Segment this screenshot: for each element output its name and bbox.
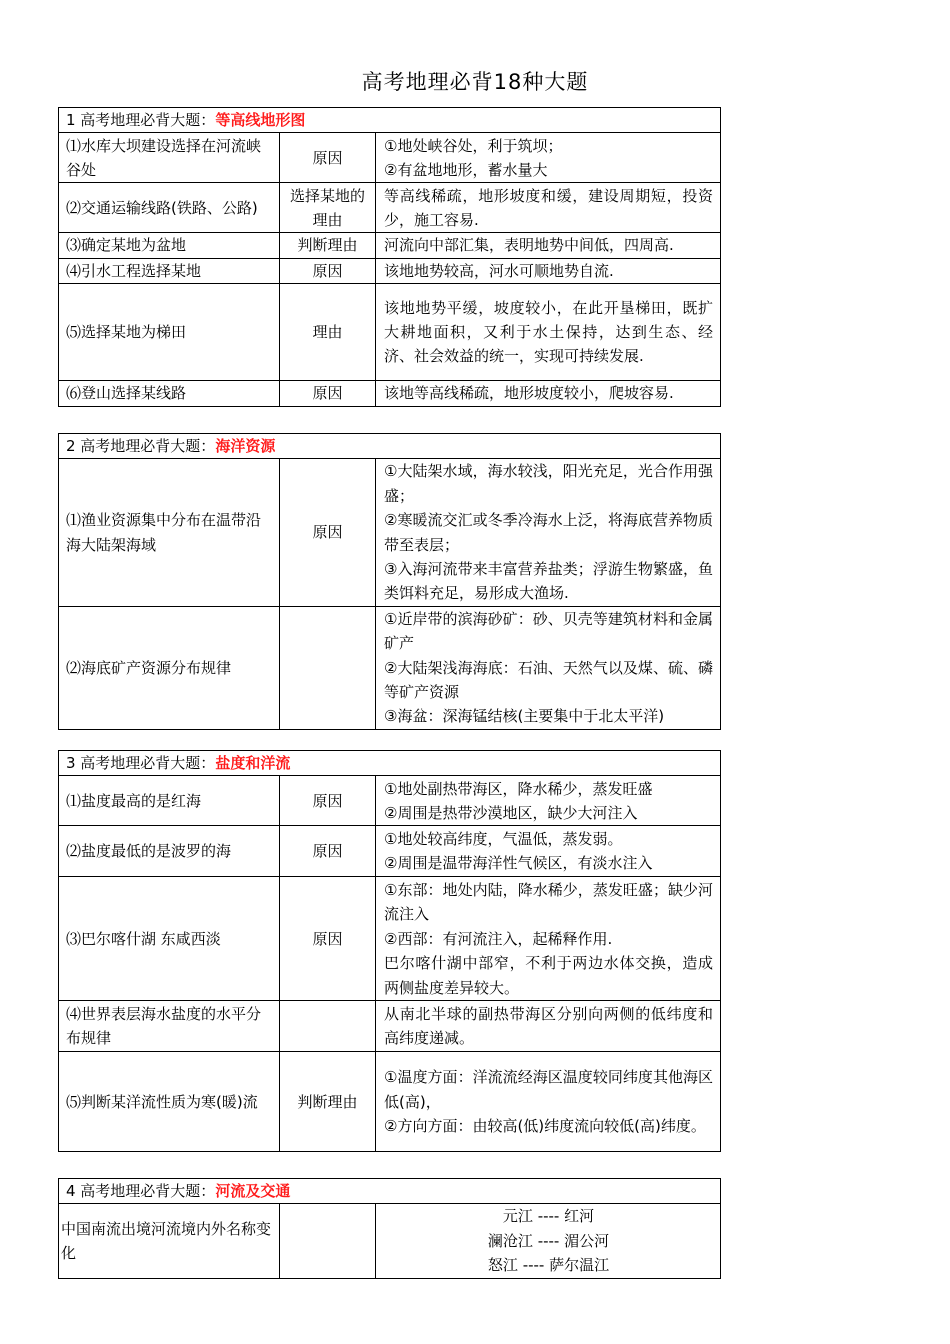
row-item: ⑷引水工程选择某地 (59, 258, 280, 283)
detail-line: ①地处副热带海区，降水稀少，蒸发旺盛 (384, 779, 653, 798)
detail-line: ①温度方面：洋流流经海区温度较同纬度其他海区低(高)， (384, 1068, 714, 1111)
section-header (59, 1179, 721, 1204)
river-foreign-name: 红河 (564, 1207, 595, 1226)
section-topic: 盐度和洋流 (215, 754, 291, 772)
row-detail (376, 606, 721, 729)
section-header (59, 434, 721, 459)
section-table-1 (58, 107, 721, 407)
row-type: 原因 (280, 133, 376, 183)
detail-line: 该地地势平缓，坡度较小，在此开垦梯田，既扩大耕地面积，又利于水土保持，达到生态、经济、社会效益的统一，实现可持续发展. (384, 298, 714, 366)
table-row (59, 233, 721, 258)
section-prefix: 1 高考地理必背大题： (66, 111, 216, 129)
river-separator: ---- (517, 1256, 550, 1275)
row-item: ⑶巴尔喀什湖 东咸西淡 (59, 877, 280, 1001)
row-item: ⑶确定某地为盆地 (59, 233, 280, 258)
row-type: 理由 (280, 284, 376, 381)
river-separator: ---- (532, 1231, 565, 1250)
row-item: 中国南流出境河流境内外名称变化 (59, 1204, 280, 1278)
river-domestic-name: 怒江 (487, 1256, 518, 1275)
section-topic: 河流及交通 (215, 1182, 291, 1200)
row-type (280, 1001, 376, 1052)
document-title: 高考地理必背18种大题 (361, 70, 589, 94)
detail-line: ②寒暖流交汇或冬季冷海水上泛，将海底营养物质带至表层； (384, 511, 714, 554)
section-topic: 海洋资源 (215, 437, 276, 455)
detail-line: ②西部：有河流注入，起稀释作用. (384, 929, 613, 948)
row-detail (376, 284, 721, 381)
river-names (376, 1204, 721, 1278)
row-type: 原因 (280, 877, 376, 1001)
table-row (59, 1204, 721, 1278)
section-topic: 等高线地形图 (215, 111, 306, 129)
row-type: 原因 (280, 826, 376, 877)
row-item: ⑴水库大坝建设选择在河流峡谷处 (59, 133, 280, 183)
row-type: 判断理由 (280, 233, 376, 258)
river-domestic-name: 澜沧江 (487, 1231, 533, 1250)
detail-line: ②周围是温带海洋性气候区，有淡水注入 (384, 854, 653, 873)
row-item: ⑹登山选择某线路 (59, 381, 280, 406)
section-prefix: 4 高考地理必背大题： (66, 1182, 216, 1200)
row-detail (376, 1052, 721, 1152)
row-item: ⑸判断某洋流性质为寒(暖)流 (59, 1052, 280, 1152)
section-prefix: 3 高考地理必背大题： (66, 754, 216, 772)
row-type: 原因 (280, 381, 376, 406)
row-type: 判断理由 (280, 1052, 376, 1152)
section-header (59, 751, 721, 776)
section-prefix: 2 高考地理必背大题： (66, 437, 216, 455)
table-row (59, 183, 721, 233)
section-header-row (59, 434, 721, 459)
row-detail (376, 877, 721, 1001)
table-row (59, 459, 721, 606)
row-detail (376, 826, 721, 877)
section-header-row (59, 1179, 721, 1204)
row-item: ⑸选择某地为梯田 (59, 284, 280, 381)
section-header (59, 108, 721, 133)
table-row (59, 606, 721, 729)
section-table-2 (58, 433, 721, 730)
detail-line: 等高线稀疏，地形坡度和缓，建设周期短，投资少，施工容易. (384, 186, 714, 229)
detail-line: ①地处峡谷处，利于筑坝； (384, 136, 563, 155)
row-detail (376, 776, 721, 826)
row-item: ⑴盐度最高的是红海 (59, 776, 280, 826)
row-detail (376, 1001, 721, 1052)
table-row (59, 284, 721, 381)
row-item: ⑵盐度最低的是波罗的海 (59, 826, 280, 877)
row-detail (376, 183, 721, 233)
row-item: ⑵交通运输线路(铁路、公路) (59, 183, 280, 233)
row-type: 选择某地的理由 (280, 183, 376, 233)
river-domestic-name: 元江 (502, 1207, 533, 1226)
detail-line: ②方向方面：由较高(低)纬度流向较低(高)纬度。 (384, 1117, 706, 1136)
section-header-row (59, 751, 721, 776)
detail-line: 该地地势较高，河水可顺地势自流. (384, 261, 614, 280)
row-type: 原因 (280, 459, 376, 606)
section-table-4 (58, 1178, 721, 1279)
section-table-3 (58, 750, 721, 1152)
row-item: ⑴渔业资源集中分布在温带沿海大陆架海域 (59, 459, 280, 606)
detail-line: ①近岸带的滨海砂矿：砂、贝壳等建筑材料和金属矿产 (384, 609, 714, 653)
river-name-pair (384, 1204, 713, 1228)
table-row (59, 133, 721, 183)
river-foreign-name: 萨尔温江 (549, 1256, 610, 1275)
row-detail (376, 459, 721, 606)
table-row (59, 877, 721, 1001)
river-foreign-name: 湄公河 (564, 1231, 610, 1250)
table-row (59, 258, 721, 283)
table-row (59, 1001, 721, 1052)
table-row (59, 826, 721, 877)
row-detail (376, 381, 721, 406)
row-detail (376, 133, 721, 183)
row-detail (376, 258, 721, 283)
detail-line: ①大陆架水域，海水较浅，阳光充足，光合作用强盛； (384, 462, 714, 505)
section-header-row (59, 108, 721, 133)
row-detail (376, 233, 721, 258)
detail-line: ①地处较高纬度，气温低，蒸发弱。 (384, 830, 623, 848)
detail-line: ②有盆地地形，蓄水量大 (384, 160, 548, 179)
detail-line: ③入海河流带来丰富营养盐类；浮游生物繁盛，鱼类饵料充足，易形成大渔场. (384, 560, 714, 603)
detail-line: ③海盆：深海锰结核(主要集中于北太平洋) (384, 707, 665, 726)
detail-line: 河流向中部汇集，表明地势中间低，四周高. (384, 236, 674, 255)
row-item: ⑵海底矿产资源分布规律 (59, 606, 280, 729)
detail-line: 从南北半球的副热带海区分别向两侧的低纬度和高纬度递减。 (384, 1005, 714, 1048)
detail-line: 巴尔喀什湖中部窄，不利于两边水体交换，造成两侧盐度差异较大。 (384, 954, 714, 997)
row-type (280, 1204, 376, 1278)
table-row (59, 381, 721, 406)
row-type: 原因 (280, 258, 376, 283)
detail-line: ②大陆架浅海海底：石油、天然气以及煤、硫、磷等矿产资源 (384, 658, 714, 702)
row-type: 原因 (280, 776, 376, 826)
detail-line: ②周围是热带沙漠地区，缺少大河注入 (384, 803, 638, 822)
table-row (59, 1052, 721, 1152)
river-name-pair (384, 1253, 713, 1277)
row-type (280, 606, 376, 729)
table-row (59, 776, 721, 826)
detail-line: ①东部：地处内陆，降水稀少，蒸发旺盛；缺少河流注入 (384, 880, 714, 924)
river-name-pair (384, 1229, 713, 1253)
detail-line: 该地等高线稀疏，地形坡度较小，爬坡容易. (384, 384, 674, 403)
row-item: ⑷世界表层海水盐度的水平分布规律 (59, 1001, 280, 1052)
river-separator: ---- (532, 1207, 565, 1226)
